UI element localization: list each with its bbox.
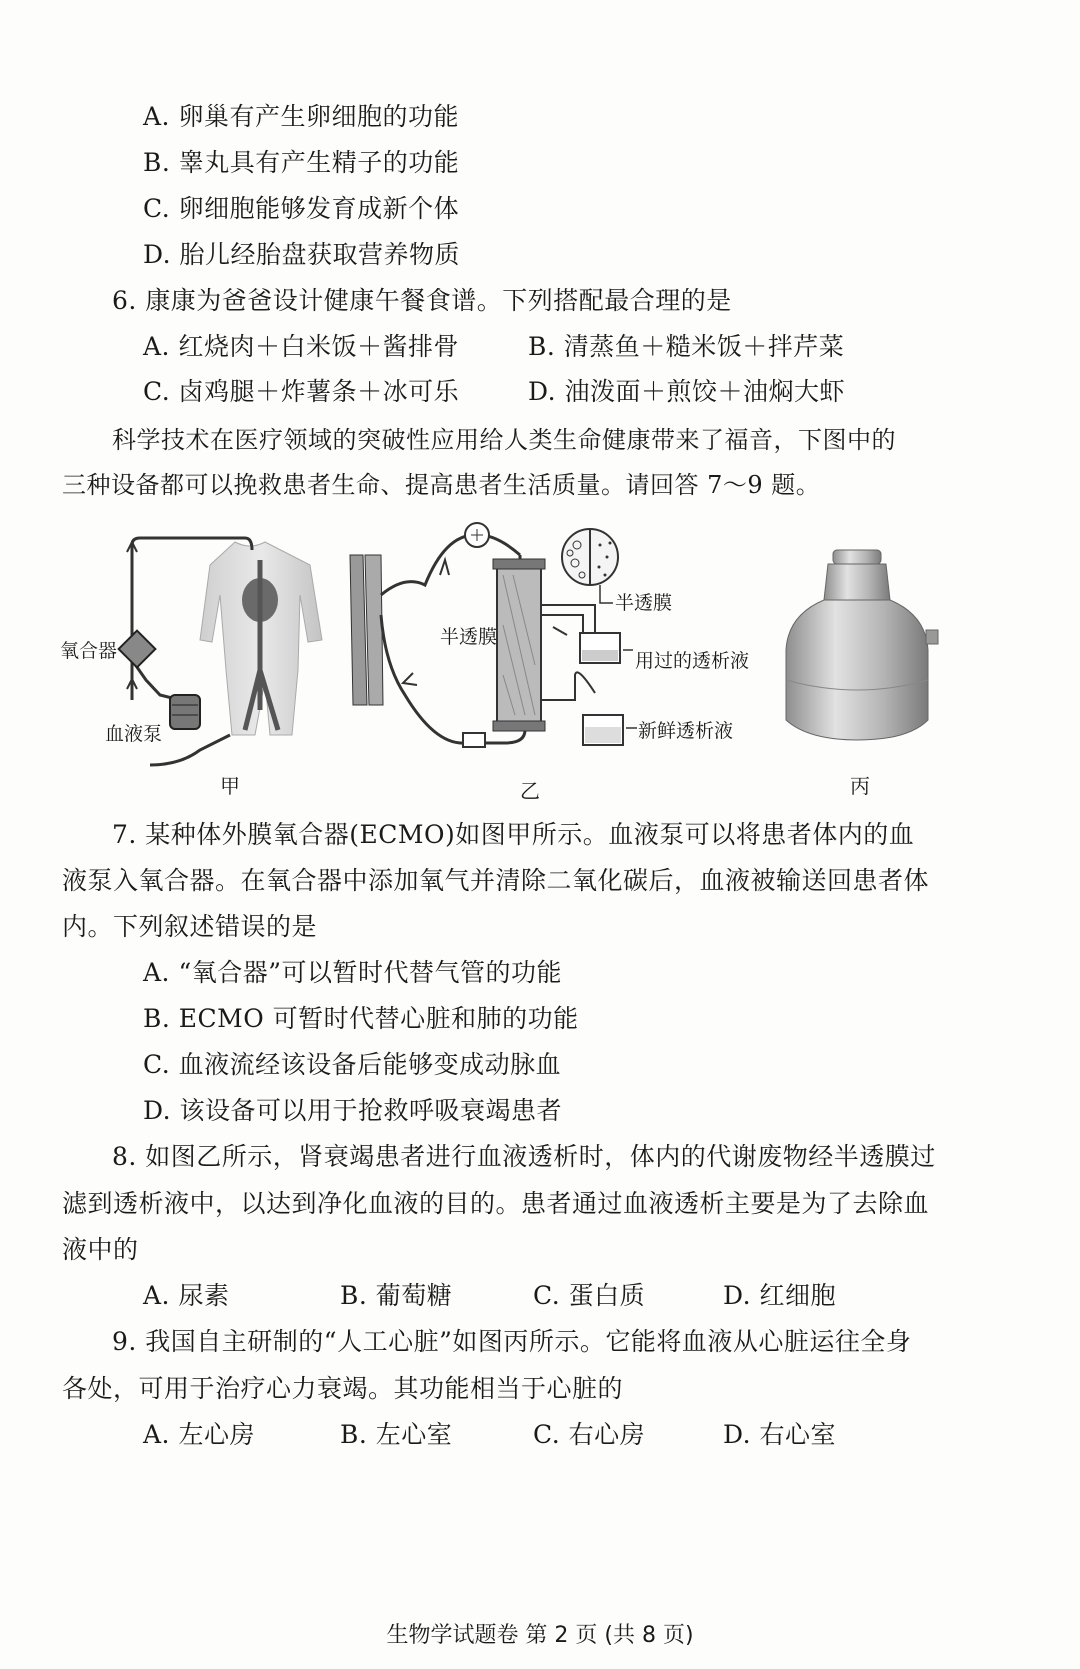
q9-option-d: D. 右心室 xyxy=(723,1420,837,1449)
q8-option-c: C. 蛋白质 xyxy=(533,1281,646,1310)
q7-option-b: B. ECMO 可暂时代替心脏和肺的功能 xyxy=(143,1004,579,1033)
q7-line-1: 7. 某种体外膜氧合器(ECMO)如图甲所示。血液泵可以将患者体内的血 xyxy=(112,820,915,849)
q9-line-1: 9. 我国自主研制的“人工心脏”如图丙所示。它能将血液从心脏运往全身 xyxy=(112,1327,912,1356)
q6-option-b: B. 清蒸鱼＋糙米饭＋拌芹菜 xyxy=(528,332,845,361)
q8-option-d: D. 红细胞 xyxy=(723,1281,837,1310)
q7-line-2: 液泵入氧合器。在氧合器中添加氧气并清除二氧化碳后，血液被输送回患者体 xyxy=(62,866,930,895)
intro-line-2: 三种设备都可以挽救患者生命、提高患者生活质量。请回答 7～9 题。 xyxy=(62,471,821,499)
q9-line-2: 各处，可用于治疗心力衰竭。其功能相当于心脏的 xyxy=(62,1374,624,1403)
q8-line-1: 8. 如图乙所示，肾衰竭患者进行血液透析时，体内的代谢废物经半透膜过 xyxy=(112,1142,936,1171)
q6-option-a: A. 红烧肉＋白米饭＋酱排骨 xyxy=(143,332,459,361)
used-dialysate-label: 用过的透析液 xyxy=(635,650,750,672)
q6-option-c: C. 卤鸡腿＋炸薯条＋冰可乐 xyxy=(143,377,460,406)
q7-option-a: A. “氧合器”可以暂时代替气管的功能 xyxy=(143,958,563,987)
q5-option-a: A. 卵巢有产生卵细胞的功能 xyxy=(143,102,459,131)
q5-option-c: C. 卵细胞能够发育成新个体 xyxy=(143,194,460,223)
q8-option-b: B. 葡萄糖 xyxy=(340,1281,453,1310)
caption-jia: 甲 xyxy=(220,774,240,798)
membrane-label-top: 半透膜 xyxy=(615,592,673,614)
figure-jia-ecmo xyxy=(60,520,350,770)
q6-stem: 6. 康康为爸爸设计健康午餐食谱。下列搭配最合理的是 xyxy=(112,286,732,315)
q7-line-3: 内。下列叙述错误的是 xyxy=(62,912,318,941)
q7-option-c: C. 血液流经该设备后能够变成动脉血 xyxy=(143,1050,562,1079)
q9-option-b: B. 左心室 xyxy=(340,1420,453,1449)
fresh-dialysate-label: 新鲜透析液 xyxy=(638,720,734,742)
figure-yi-dialysis xyxy=(345,515,765,770)
q5-option-b: B. 睾丸具有产生精子的功能 xyxy=(143,148,460,177)
page-footer: 生物学试题卷 第 2 页 (共 8 页) xyxy=(386,1623,694,1648)
q8-option-a: A. 尿素 xyxy=(143,1281,230,1310)
oxygenator-label: 氧合器 xyxy=(60,640,118,662)
q9-option-c: C. 右心房 xyxy=(533,1420,646,1449)
caption-yi: 乙 xyxy=(520,779,540,803)
blood-pump-label: 血液泵 xyxy=(105,723,163,745)
q5-option-d: D. 胎儿经胎盘获取营养物质 xyxy=(143,240,461,269)
q8-line-2: 滤到透析液中，以达到净化血液的目的。患者通过血液透析主要是为了去除血 xyxy=(62,1189,930,1218)
figure-bing-artificial-heart xyxy=(778,540,948,750)
intro-line-1: 科学技术在医疗领域的突破性应用给人类生命健康带来了福音，下图中的 xyxy=(112,426,896,454)
q6-option-d: D. 油泼面＋煎饺＋油焖大虾 xyxy=(528,377,846,406)
q9-option-a: A. 左心房 xyxy=(143,1420,255,1449)
caption-bing: 丙 xyxy=(850,774,870,798)
q7-option-d: D. 该设备可以用于抢救呼吸衰竭患者 xyxy=(143,1096,563,1125)
membrane-label-left: 半透膜 xyxy=(440,626,498,648)
q8-line-3: 液中的 xyxy=(62,1235,139,1264)
